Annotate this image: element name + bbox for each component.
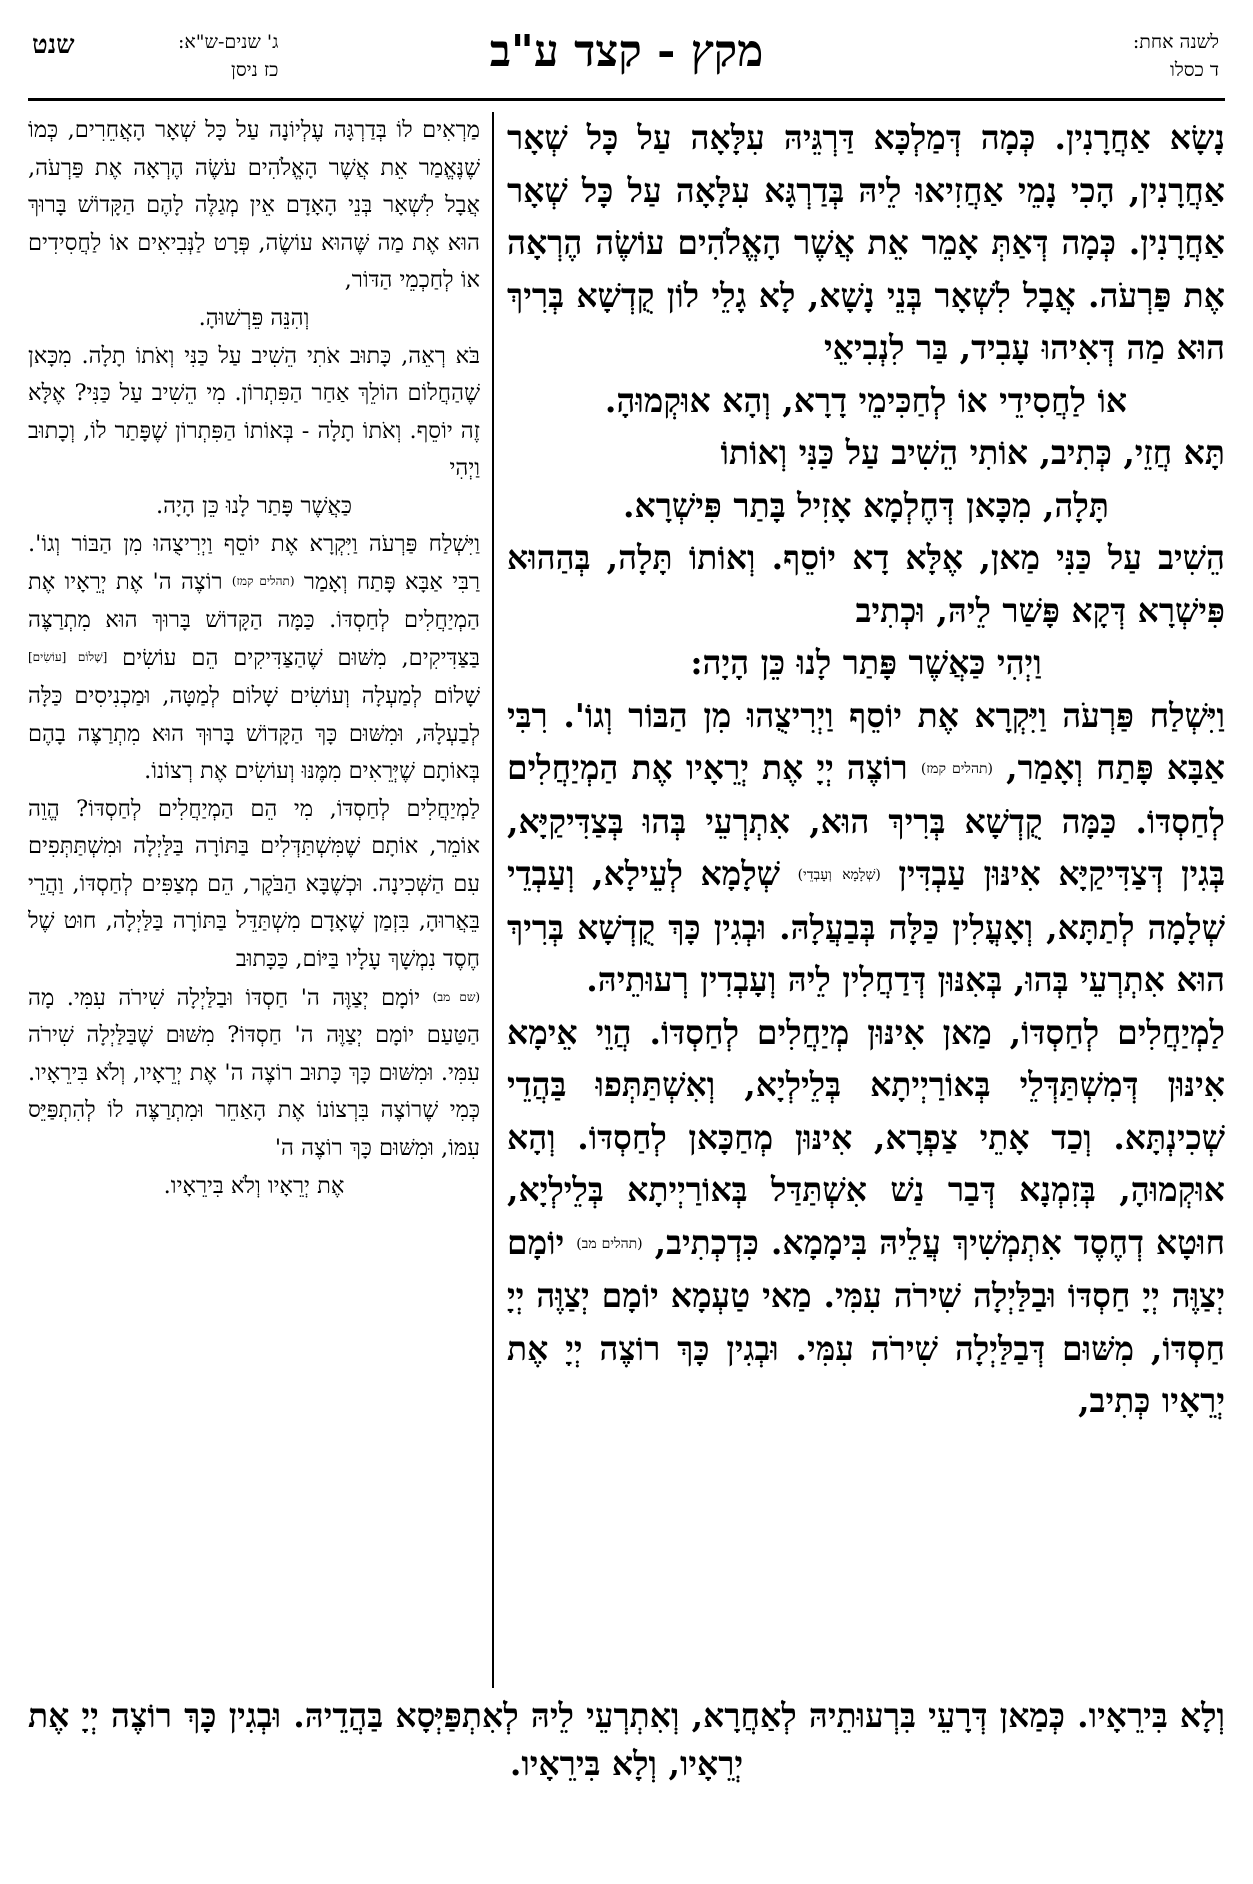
source-reference: (תהלים מב) [576, 1235, 643, 1252]
header-divider [28, 98, 1225, 101]
daily-schedule-three-years [178, 28, 278, 84]
main-text: לַמְיַחֲלִים לְחַסְדּוֹ, מַאן אִינּוּן מְיַחֲלִים לְחַסְדּוֹ. הֲוֵי אֵימָא אִינּוּן דְּמִשְׁתַּדְּלֵי בְּאוֹרַיְיתָא בְּלֵילְיָא, וְאִשְׁתַּתְּפוּ בַּהֲדֵי שְׁכִינְתָּא. וְכַד אָתֵי צַפְרָא, אִינּוּן מְחַכָּאן לְחַסְדּוֹ. וְהָא אוּקְמוּהָ, בְּזִמְנָא דְּבַר נַשׁ אִשְׁתַּדַּל בְּאוֹרַיְיתָא בְּלֵילְיָא, חוּטָא דְחֶסֶד אִתְמְשִׁיךְ עֲלֵיהּ בִּימָמָא. כִּדְכְתִיב, [507, 1012, 1225, 1262]
source-reference: (תהלים קמז) [920, 761, 994, 777]
page-header [28, 22, 1225, 92]
main-paragraph: תָּלָה, מִכָּאן דְּחֶלְמָא אָזִיל בָּתַר פִּישְׁרָא. [623, 485, 1109, 525]
one-year-date: ד כסלו [1169, 59, 1219, 81]
translation-paragraph: לַמְיַחֲלִים לְחַסְדּוֹ, מִי הֵם הַמְיַחֲלִים לְחַסְדּוֹ? הֱוֵה אוֹמֵר, אוֹתָם שֶׁמִּשְׁתַּדְּלִים בַּתּוֹרָה בַּלַּיְלָה וּמִשְׁתַּתְּפִים עִם הַשְּׁכִינָה. וּכְשֶׁבָּא הַבֹּקֶר, הֵם מְצַפִּים לְחַסְדּוֹ, וַהֲרֵי בֵּאֲרוּהָ, בִּזְמַן שֶׁאָדָם מִשְׁתַּדֵּל בַּתּוֹרָה בַּלַּיְלָה, חוּט שֶׁל חֶסֶד נִמְשָׁךְ עָלָיו בַּיּוֹם, כַּכָּתוּב [28, 795, 480, 973]
main-text: יוֹמָם יְצַוֶּה יְיָ חַסְדּוֹ וּבַלַּיְלָה שִׁירֹה עִמִּי. מַאי טַעְמָא יוֹמָם יְצַוֶּה יְיָ חַסְדּוֹ, מִשּׁוּם דְּבַלַּיְלָה שִׁירֹה עִמִּי. וּבְגִין כָּךְ רוֹצֶה יְיָ אֶת יְרֵאָיו כְּתִיב, [507, 1222, 1225, 1420]
main-paragraph: תָּא חֲזֵי, כְּתִיב, אוֹתִי הֵשִׁיב עַל כַּנִּי וְאוֹתוֹ [720, 433, 1225, 472]
main-text-column [507, 112, 1225, 1688]
cycle-tag: שנט [32, 30, 75, 60]
translation-paragraph: אֶת יְרֵאָיו וְלֹא בִּירֵאָיו. [163, 1172, 345, 1199]
translation-text: יוֹמָם יְצַוֶּה ה' חַסְדּוֹ וּבַלַּיְלָה שִׁירֹה עִמִּי. מָה הַטַּעַם יוֹמָם יְצַוֶּה ה' חַסְדּוֹ? מִשּׁוּם שֶׁבַּלַּיְלָה שִׁירֹה עִמִּי. וּמִשּׁוּם כָּךְ כָּתוּב רוֹצֶה ה' אֶת יְרֵאָיו, וְלֹא בִּירֵאָיו. כְּמִי שֶׁרוֹצֶה בִּרְצוֹנוֹ אֶת הָאַחֵר וּמִתְרַצֶּה לוֹ לְהִתְפַּיֵּס עִמּוֹ, וּמִשּׁוּם כָּךְ רוֹצֶה ה' [28, 984, 480, 1162]
source-reference: (שְׁלָמָא וְעָבְדֵי) [797, 867, 881, 883]
translation-text: שָׁלוֹם לְמַעְלָה וְעוֹשִׂים שָׁלוֹם לְמַטָּה, וּמַכְנִיסִים כַּלָּה לְבַעְלָהּ, וּמִשּׁוּם כָּךְ הַקָּדוֹשׁ בָּרוּךְ הוּא מִתְרַצֶּה בָהֶם בְּאוֹתָם שֶׁיְּרֵאִים מִמֶּנּוּ וְעוֹשִׂים אֶת רְצוֹנוֹ. [28, 682, 480, 785]
translation-text: רוֹצֶה ה' אֶת יְרֵאָיו אֶת הַמְיַחֲלִים לְחַסְדּוֹ. כַּמָּה הַקָּדוֹשׁ בָּרוּךְ הוּא מִתְרַצֶּה בַּצַּדִּיקִים, מִשּׁוּם שֶׁהַצַּדִּיקִים הֵם עוֹשִׂים [28, 569, 480, 672]
translation-paragraph [28, 979, 480, 1168]
translation-paragraph: בֹּא רְאֵה, כָּתוּב אֹתִי הֵשִׁיב עַל כַּנִּי וְאֹתוֹ תָלָה. מִכָּאן שֶׁהַחֲלוֹם הוֹלֵךְ אַחַר הַפִּתְרוֹן. מִי הֵשִׁיב עַל כַּנִּי? אֶלָּא זֶה יוֹסֵף. וְאֹתוֹ תָלָה - בְּאוֹתוֹ הַפִּתְרוֹן שֶׁפָּתַר לוֹ, וְכָתוּב וַיְהִי [28, 342, 480, 482]
closing-passage [28, 1692, 1225, 1832]
main-paragraph: אוֹ לַחֲסִידֵי אוֹ לְחַכִּימֵי דָרָא, וְהָא אוּקְמוּהָ. [604, 380, 1128, 420]
main-paragraph [507, 690, 1225, 1007]
page-title: מקץ - קצד ע"ב [489, 26, 764, 77]
three-years-label: ג' שנים-ש"א: [178, 31, 279, 53]
main-paragraph: וַיְהִי כַּאֲשֶׁר פָּתַר לָנוּ כֵּן הָיָה: [690, 643, 1042, 682]
main-paragraph: הֵשִׁיב עַל כַּנִּי מַאן, אֶלָּא דָא יוֹסֵף. וְאוֹתוֹ תָּלָה, בְּהַהוּא פִּישְׁרָא דְּקָא פָּשַׁר לֵיהּ, וּכְתִיב [507, 538, 1225, 630]
translation-column [28, 112, 480, 1688]
translation-paragraph: וְהִנֵּה פֵּרְשׁוּהָ. [198, 304, 310, 331]
source-reference: (תהלים קמז) [231, 574, 295, 589]
column-divider [492, 112, 494, 1688]
translation-paragraph [28, 526, 480, 791]
page [28, 22, 1225, 1862]
translation-paragraph: כַּאֲשֶׁר פָּתַר לָנוּ כֵּן הָיָה. [156, 492, 352, 519]
text-columns [28, 112, 1225, 1688]
source-reference: [שָׁלוֹם [עוֹשִׂים] [28, 650, 108, 665]
one-year-label: לשנה אחת: [1132, 31, 1219, 53]
main-text: רוֹצֶה יְיָ אֶת יְרֵאָיו אֶת הַמְיַחֲלִים לְחַסְדּוֹ. כַּמָּה קֻדְשָׁא בְּרִיךְ הוּא, אִתְרְעֵי בְּהוּ בְּצַדִּיקַיָּא, בְּגִין דְּצַדִּיקַיָּא אִינּוּן עַבְדִּין [507, 748, 1225, 893]
main-text: וַיִּשְׁלַח פַּרְעֹה וַיִּקְרָא אֶת יוֹסֵף וַיְרִיצֻהוּ מִן הַבּוֹר וְגוֹ'. רִבִּי אַבָּא פָּתַח וְאָמַר, [507, 695, 1225, 787]
translation-text: וַיִּשְׁלַח פַּרְעֹה וַיִּקְרָא אֶת יוֹסֵף וַיְרִיצֻהוּ מִן הַבּוֹר וְגוֹ'. רַבִּי אַבָּא פָּתַח וְאָמַר [28, 530, 480, 596]
main-paragraph: נָשָׂא אַחֲרָנִין. כְּמָה דְּמַלְכָּא דַּרְגֵּיהּ עִלָּאָה עַל כָּל שְׁאָר אַחֲרָנִין, הָכִי נָמֵי אַחֲזִיאוּ לֵיהּ בְּדַרְגָּא עִלָּאָה עַל כָּל שְׁאָר אַחֲרָנִין. כְּמָה דְּאַתְּ אָמֵר אֵת אֲשֶׁר הָאֱלֹהִים עוֹשֶׂה הֶרְאָה אֶת פַּרְעֹה. אֲבָל לִשְׁאָר בְּנֵי נָשָׁא, לָא גָלֵי לוֹן קֻדְשָׁא בְּרִיךְ הוּא מַה דְּאִיהוּ עָבִיד, בַּר לִנְבִיאֵי [507, 118, 1225, 367]
main-paragraph [507, 1007, 1225, 1428]
main-text: שְׁלָמָא לְעֵילָא, וְעַבְדֵי שְׁלָמָה לְתַתָּא, וְאָעֳלִין כַּלָּה בְּבַעֲלָהּ. וּבְגִין כָּךְ קֻדְשָׁא בְּרִיךְ הוּא אִתְרְעֵי בְּהוּ, בְּאִנּוּן דְּדַחֲלִין לֵיהּ וְעָבְדִין רְעוּתֵיהּ. [507, 854, 1225, 999]
translation-paragraph: מַרְאִים לוֹ בְּדַרְגָּה עֶלְיוֹנָה עַל כָּל שְׁאָר הָאֲחֵרִים, כְּמוֹ שֶׁנֶּאֱמַר אֵת אֲשֶׁר הָאֱלֹהִים עֹשֶׂה הֶרְאָה אֶת פַּרְעֹה, אֲבָל לִשְׁאָר בְּנֵי הָאָדָם אֵין מְגַלֶּה לָהֶם הַקָּדוֹשׁ בָּרוּךְ הוּא אֶת מַה שֶּׁהוּא עוֹשֶׂה, פְּרָט לַנְּבִיאִים אוֹ לַחֲסִידִים אוֹ לְחַכְמֵי הַדּוֹר, [28, 117, 480, 294]
closing-text: וְלָא בִּירֵאָיו. כְּמַאן דְּרָעֵי בִּרְעוּתֵיהּ לְאַחֲרָא, וְאִתְרְעֵי לֵיהּ לְאִתְפַּיְּסָא בַּהֲדֵיהּ. וּבְגִין כָּךְ רוֹצֶה יְיָ אֶת יְרֵאָיו, וְלָא בִּירֵאָיו. [28, 1696, 1225, 1783]
source-reference: (שם מב) [432, 989, 480, 1004]
three-years-date: כז ניסן [230, 59, 279, 81]
